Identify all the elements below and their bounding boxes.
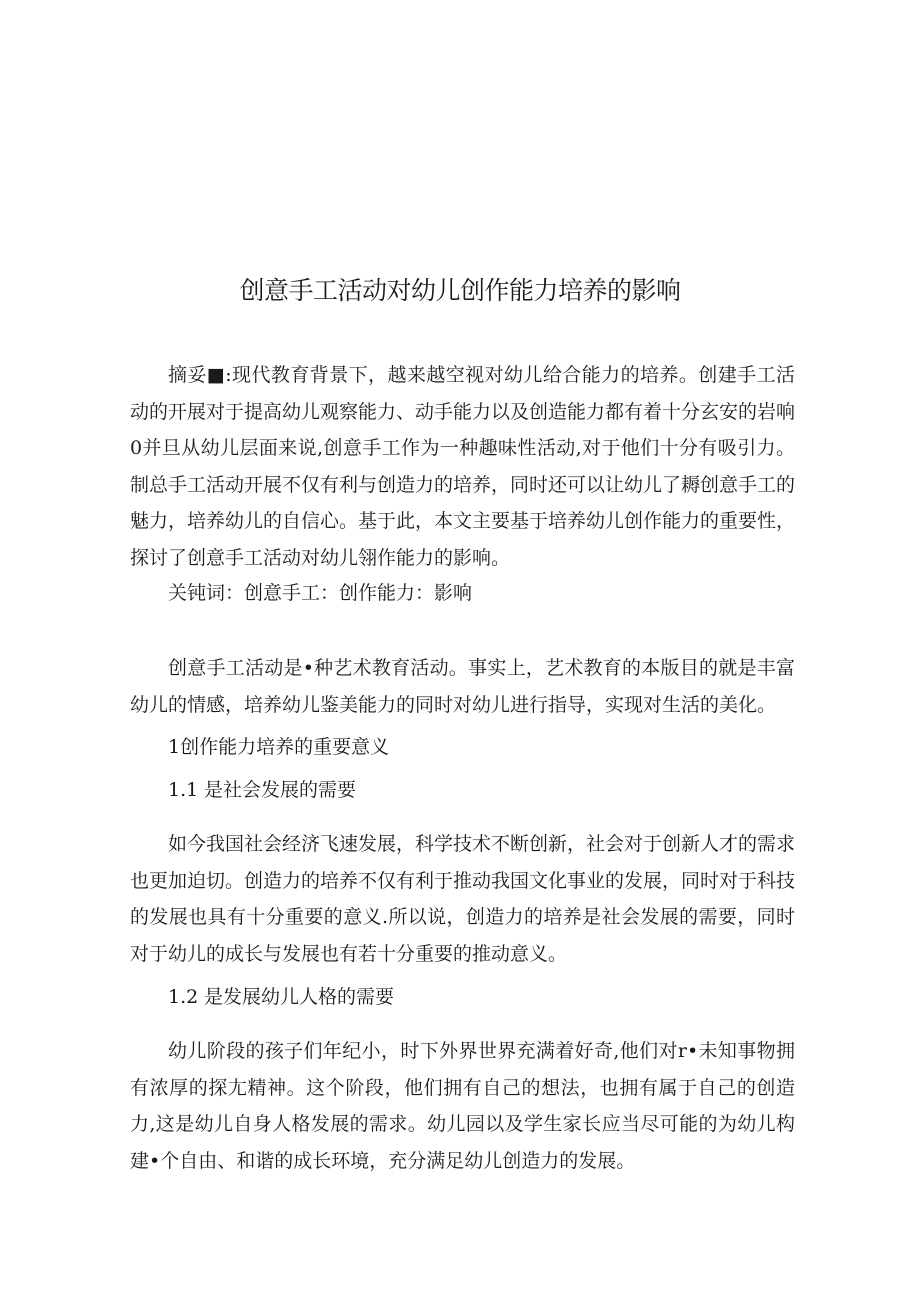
subsection-1-1-number: 1.1 [168,779,199,801]
subsection-1-2-title: 是发展幼儿人格的需要 [204,986,395,1008]
document-title: 创意手工活动对幼儿创作能力培养的影响 [239,276,681,305]
subsection-1-2-number: 1.2 [168,986,199,1008]
section-1-heading: 1创作能力培养的重要意义 [168,736,390,758]
subsection-1-2-paragraph: 幼儿阶段的孩子们年纪小，时下外界世界充满着好奇,他们对r•未知事物拥有浓厚的探尢精神。这个阶段，他们拥有自己的想法，也拥有属于自己的创造力,这是幼儿自身人格发展的需求。幼儿园以及学生家长应当尽可能的为幼儿构建•个自由、和谐的成长环境，充分满足幼儿创造力的发展。 [130,1040,795,1172]
keywords-line: 关钝词：创意手工：创作能力：影响 [168,582,473,604]
subsection-1-2-heading [168,982,394,1012]
subsection-1-1-title: 是社会发展的需要 [204,779,357,801]
intro-paragraph: 创意手工活动是•种艺术教育活动。事实上，艺术教育的本版目的就是丰富幼儿的情感，培养幼儿鉴美能力的同时对幼儿进行指导，实现对生活的美化。 [130,657,795,716]
subsection-1-1-paragraph: 如今我国社会经济飞速发展，科学技术不断创新，社会对于创新人才的需求也更加迫切。创造力的培养不仅有利于推动我国文化事业的发展，同时对于科技的发展也具有十分重要的意义.所以说，创造力的培养是社会发展的需要，同时对于幼儿的成长与发展也有若十分重要的推动意义。 [130,833,796,965]
abstract-paragraph: 摘妥■:现代教育背景下，越来越空视对幼儿给合能力的培养。创建手工活动的开展对于提高幼儿观察能力、动手能力以及创造能力都有着十分玄安的岩响0并旦从幼儿层面来说,创意手工作为一种趣味性活动,对于他们十分有吸引力。制总手工活动开展不仅有利与创造力的培养，同时还可以让幼儿了耨创意手工的魅力，培养幼儿的自信心。基于此，本文主要基于培养幼儿创作能力的重要性，探讨了创意手工活动对幼儿翎作能力的影响。 [130,364,796,569]
subsection-1-1-heading [168,775,356,805]
